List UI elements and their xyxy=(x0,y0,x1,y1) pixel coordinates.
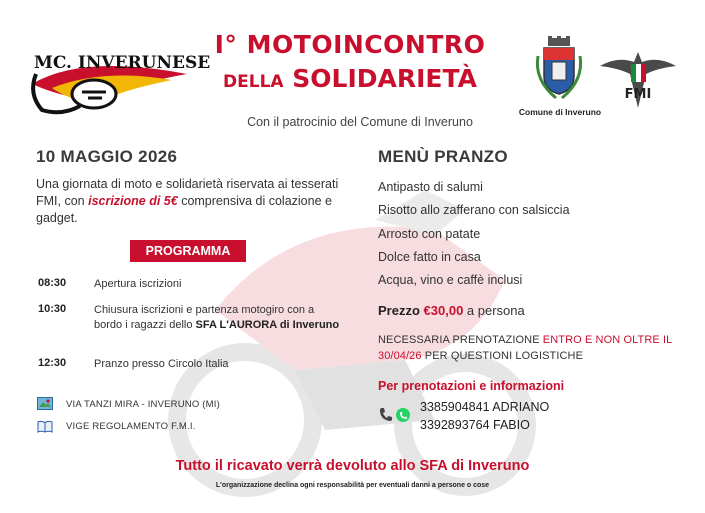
booking-title: Per prenotazioni e informazioni xyxy=(378,379,565,393)
map-icon xyxy=(37,397,53,410)
schedule-time: 12:30 xyxy=(38,357,67,369)
program-label: PROGRAMMA xyxy=(130,240,246,262)
schedule-text: Apertura iscrizioni xyxy=(94,278,182,290)
book-icon xyxy=(37,420,53,433)
patronage-text: Con il patrocinio del Comune di Inveruno xyxy=(247,115,473,129)
fee-highlight: iscrizione di 5€ xyxy=(88,194,178,208)
schedule-text: Chiusura iscrizioni e partenza motogiro con a bordo i ragazzi dello SFA L'AURORA di Inveruno xyxy=(94,304,340,331)
event-description: Una giornata di moto e solidarietà riservata ai tesserati FMI, con iscrizione di 5€ comprensiva di colazione e gadget. xyxy=(36,177,339,225)
donation-statement: Tutto il ricavato verrà devoluto allo SFA di Inveruno xyxy=(175,458,530,474)
title-main: SOLIDARIETÀ xyxy=(292,64,477,93)
schedule-time: 08:30 xyxy=(38,277,67,289)
menu-item: Antipasto di salumi xyxy=(378,180,483,194)
reservation-notice: NECESSARIA PRENOTAZIONE ENTRO E NON OLTRE IL 30/04/26 PER QUESTIONI LOGISTICHE xyxy=(378,334,672,362)
menu-item: Acqua, vino e caffè inclusi xyxy=(378,273,523,287)
sfa-name: SFA L'AURORA di Inveruno xyxy=(195,319,340,331)
event-location: VIA TANZI MIRA - INVERUNO (MI) xyxy=(66,399,220,410)
liability-disclaimer: L'organizzazione declina ogni responsabilità per eventuali danni a persone o cose xyxy=(215,482,490,489)
title-prefix: DELLA xyxy=(223,72,284,92)
menu-item: Risotto allo zafferano con salsiccia xyxy=(378,203,570,217)
rules-notice: VIGE REGOLAMENTO F.M.I. xyxy=(66,421,196,432)
event-title-line2 xyxy=(200,64,500,93)
fmi-logo-text: FMI xyxy=(624,87,652,102)
price-value: €30,00 xyxy=(423,303,464,318)
menu-title: MENÙ PRANZO xyxy=(378,147,508,166)
inveruno-crest-icon xyxy=(534,36,584,102)
schedule-time: 10:30 xyxy=(38,303,67,315)
club-logo-text: MC. INVERUNESE xyxy=(34,53,211,73)
club-logo xyxy=(22,44,211,120)
contact-phone: 3392893764 FABIO xyxy=(420,418,530,432)
contact-phone: 3385904841 ADRIANO xyxy=(420,400,550,414)
schedule-text: Pranzo presso Circolo Italia xyxy=(94,358,229,370)
fmi-logo xyxy=(598,48,678,110)
menu-item: Dolce fatto in casa xyxy=(378,250,481,264)
price-line: Prezzo €30,00 a persona xyxy=(378,303,525,318)
phone-whatsapp-icon xyxy=(378,407,412,423)
crest-label: Comune di Inveruno xyxy=(518,107,602,117)
menu-item: Arrosto con patate xyxy=(378,227,481,241)
reservation-deadline: ENTRO E NON OLTRE IL 30/04/26 xyxy=(378,334,672,362)
event-date: 10 MAGGIO 2026 xyxy=(36,147,178,166)
event-title-line1: I° MOTOINCONTRO xyxy=(214,30,486,59)
